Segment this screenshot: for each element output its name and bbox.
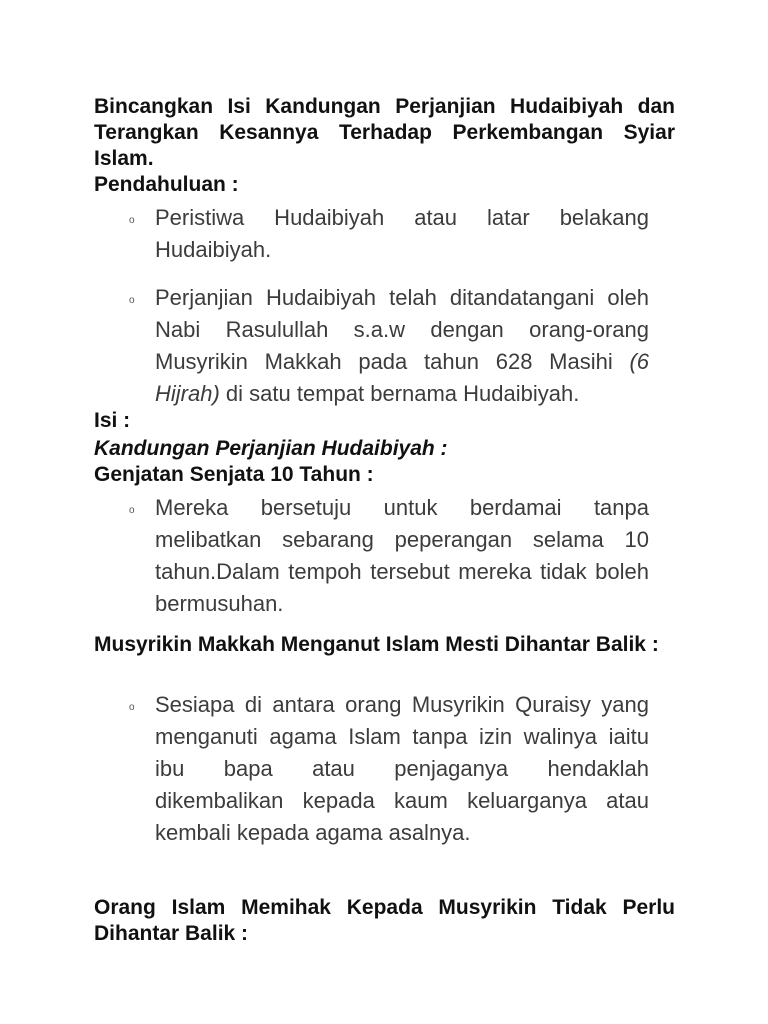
section-3-heading: Orang Islam Memihak Kepada Musyrikin Tidak Perlu Dihantar Balik : <box>94 896 675 945</box>
kandungan-heading: Kandungan Perjanjian Hudaibiyah : <box>94 437 448 460</box>
bullet-marker: o <box>129 702 135 713</box>
bullet-marker: o <box>129 215 135 226</box>
section-1-bullet-text: Mereka bersetuju untuk berdamai tanpa melibatkan sebarang peperangan selama 10 tahun.Dalam tempoh tersebut mereka tidak boleh bermusuhan. <box>155 495 649 616</box>
intro-bullet-2 <box>129 282 649 410</box>
page-title: Bincangkan Isi Kandungan Perjanjian Hudaibiyah dan Terangkan Kesannya Terhadap Perkembangan Syiar Islam. <box>94 95 675 170</box>
bullet-marker: o <box>129 295 135 306</box>
intro-bullet-2-hijrah: (6 Hijrah) <box>155 349 649 406</box>
section-2-bullet-text: Sesiapa di antara orang Musyrikin Quraisy yang menganuti agama Islam tanpa izin walinya iaitu ibu bapa atau penjaganya hendaklah dikembalikan kepada kaum keluarganya atau kembali kepada agama asalnya. <box>155 692 649 845</box>
section-2-bullet <box>129 689 649 849</box>
isi-heading: Isi : <box>94 409 131 432</box>
intro-bullet-2-text-end: di satu tempat bernama Hudaibiyah. <box>219 381 580 406</box>
section-1-bullet <box>129 492 649 620</box>
bullet-marker: o <box>129 505 135 516</box>
intro-bullet-2-text <box>155 282 649 410</box>
intro-heading: Pendahuluan : <box>94 173 239 196</box>
section-1-heading: Genjatan Senjata 10 Tahun : <box>94 463 374 486</box>
intro-bullet-2-text-start: Perjanjian Hudaibiyah telah ditandatangani oleh Nabi Rasulullah s.a.w dengan orang-orang Musyrikin Makkah pada tahun 628 Masihi <box>155 285 649 374</box>
section-2-heading: Musyrikin Makkah Menganut Islam Mesti Dihantar Balik : <box>94 633 659 656</box>
intro-bullet-1-text: Peristiwa Hudaibiyah atau latar belakang Hudaibiyah. <box>155 205 649 262</box>
intro-bullet-1 <box>129 202 649 266</box>
